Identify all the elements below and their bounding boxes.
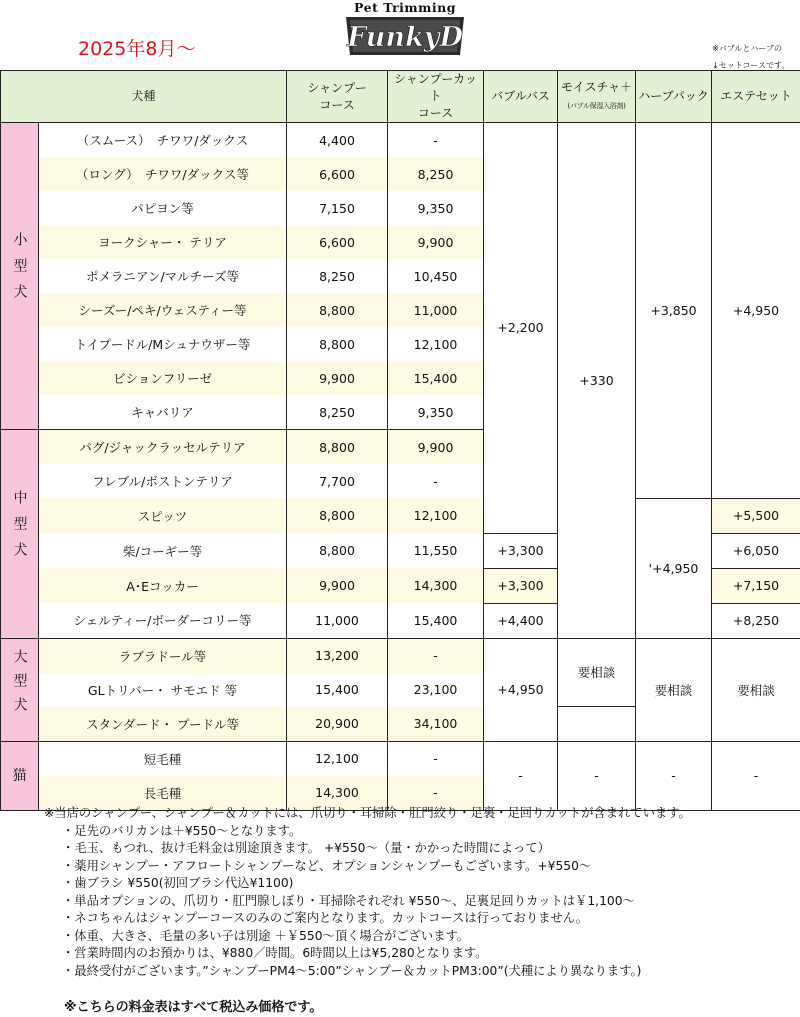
group-label: 中型犬 (11, 489, 28, 568)
cut-price: 34,100 (388, 707, 484, 742)
shampoo-price: 8,800 (287, 327, 388, 361)
header-herb: ハーブパック (636, 71, 712, 123)
shampoo-price: 9,900 (287, 568, 388, 603)
breed-cell: （ロング） チワワ/ダックス等 (39, 157, 287, 191)
cut-price: 11,000 (388, 293, 484, 327)
shampoo-price: 13,200 (287, 638, 388, 673)
table-row (1, 123, 800, 158)
header-cut (388, 71, 484, 123)
breed-cell: 長毛種 (39, 776, 287, 811)
moisture-price-large: 要相談 (558, 638, 636, 707)
breed-cell: ラブラドール等 (39, 638, 287, 673)
shampoo-price: 12,100 (287, 741, 388, 776)
breed-cell: フレブル/ボストンテリア (39, 464, 287, 498)
breed-cell: スタンダード・ プードル等 (39, 707, 287, 742)
tax-included-note: ※こちらの料金表はすべて税込み価格です。 (64, 1000, 323, 1015)
group-label: 大型犬 (11, 648, 28, 721)
header-shampoo-line2: コース (319, 97, 355, 112)
cut-price: - (388, 776, 484, 811)
table-row (1, 498, 800, 533)
cut-price: 15,400 (388, 603, 484, 638)
breed-cell: パグ/ジャックラッセルテリア (39, 430, 287, 465)
header-moisture-line2: (バブル保湿入浴剤) (567, 101, 626, 110)
shampoo-price: 20,900 (287, 707, 388, 742)
este-price-cat: - (712, 741, 800, 810)
shampoo-price: 6,600 (287, 157, 388, 191)
cut-price: 23,100 (388, 673, 484, 707)
cut-price: 9,900 (388, 225, 484, 259)
shampoo-price: 7,700 (287, 464, 388, 498)
breed-cell: シェルティー/ボーダーコリー等 (39, 603, 287, 638)
note-item: ・足先のバリカンは＋¥550～となります。 (62, 823, 302, 838)
header-moisture-line1: モイスチャ＋ (561, 79, 632, 94)
breed-cell: キャバリア (39, 395, 287, 430)
breed-cell: A･Eコッカー (39, 568, 287, 603)
group-large-dog (1, 638, 39, 741)
bubble-price-cocker: +3,300 (484, 568, 558, 603)
note-item: ・単品オプションの、爪切り・肛門腺しぼり・耳掃除それぞれ ¥550～、足裏足回りカットは￥1,100～ (62, 893, 635, 908)
set-course-note-line1: ※バブルとハーブの (712, 44, 782, 53)
herb-price-cat: - (636, 741, 712, 810)
logo-subtitle: Pet Trimming (354, 0, 456, 15)
cut-price: - (388, 123, 484, 158)
cut-price: 14,300 (388, 568, 484, 603)
price-effective-date: 2025年8月～ (78, 38, 196, 60)
breed-cell: ヨークシャー・ テリア (39, 225, 287, 259)
note-item: ・ネコちゃんはシャンプーコースのみのご案内となります。カットコースは行っておりません。 (62, 911, 589, 925)
group-label: 小型犬 (11, 232, 28, 310)
note-item: ・薬用シャンプー・アフロートシャンプーなど、オプションシャンプーもございます。+¥550～ (62, 858, 592, 873)
este-price-cocker: +7,150 (712, 568, 800, 603)
svg-text:FunkyD: FunkyD (347, 22, 463, 53)
group-small-dog (1, 123, 39, 430)
moisture-price: +330 (558, 123, 636, 639)
breed-cell: スピッツ (39, 498, 287, 533)
breed-cell: ビションフリーゼ (39, 361, 287, 395)
table-row (1, 741, 800, 776)
herb-price-large: 要相談 (636, 638, 712, 741)
cut-price: 11,550 (388, 533, 484, 568)
bubble-price-sheltie: +4,400 (484, 603, 558, 638)
cut-price: 9,350 (388, 395, 484, 430)
moisture-price-cat: - (558, 741, 636, 810)
group-label: 猫 (12, 767, 27, 784)
este-price-sheltie: +8,250 (712, 603, 800, 638)
breed-cell: ポメラニアン/マルチーズ等 (39, 259, 287, 293)
shampoo-price: 11,000 (287, 603, 388, 638)
herb-price: +3,850 (636, 123, 712, 499)
note-item: ・体重、大きさ、毛量の多い子は別途 ＋￥550～頂く場合がございます。 (62, 928, 470, 943)
cut-price: 10,450 (388, 259, 484, 293)
funkyd-logo-icon (342, 13, 468, 59)
shampoo-price: 8,800 (287, 498, 388, 533)
note-item: ・歯ブラシ ¥550(初回ブラシ代込¥1100) (62, 876, 294, 890)
bubble-price-cat: - (484, 741, 558, 810)
table-row (1, 638, 800, 673)
shampoo-price: 7,150 (287, 191, 388, 225)
shampoo-price: 8,250 (287, 395, 388, 430)
shop-logo (340, 0, 470, 66)
note-item: ・営業時間内のお預かりは、¥880／時間。6時間以上は¥5,280となります。 (62, 946, 488, 960)
shampoo-price: 9,900 (287, 361, 388, 395)
shampoo-price: 6,600 (287, 225, 388, 259)
este-price: +4,950 (712, 123, 800, 499)
bubble-price-corgi: +3,300 (484, 533, 558, 568)
set-course-note-line2: ↓セットコースです。 (712, 61, 790, 70)
este-price-corgi: +6,050 (712, 533, 800, 568)
cut-price: 9,900 (388, 430, 484, 465)
header-moisture (558, 71, 636, 123)
cut-price: 15,400 (388, 361, 484, 395)
header-shampoo (287, 71, 388, 123)
table-header-row (1, 71, 800, 123)
breed-cell: （スムース） チワワ/ダックス (39, 123, 287, 158)
header-bubble: バブルバス (484, 71, 558, 123)
price-table (0, 70, 800, 811)
header-shampoo-line1: シャンプー (307, 80, 367, 95)
breed-cell: パピヨン等 (39, 191, 287, 225)
header-cut-line2: コース (417, 106, 454, 120)
breed-cell: 柴/コーギー等 (39, 533, 287, 568)
shampoo-price: 8,250 (287, 259, 388, 293)
cut-price: 9,350 (388, 191, 484, 225)
breed-cell: トイプードル/Mシュナウザー等 (39, 327, 287, 361)
header-breed: 犬種 (1, 71, 287, 123)
shampoo-price: 14,300 (287, 776, 388, 811)
este-price-large: 要相談 (712, 638, 800, 741)
cut-price: - (388, 464, 484, 498)
notes-section (44, 805, 792, 980)
header-cut-line1: シャンプーカット (393, 72, 478, 103)
shampoo-price: 15,400 (287, 673, 388, 707)
note-item: ・最終受付がございます。”シャンプーPM4～5:00”シャンプー＆カットPM3:00”(犬種により異なります。) (62, 963, 642, 978)
bubble-price-small: +2,200 (484, 123, 558, 534)
breed-cell: 短毛種 (39, 741, 287, 776)
herb-price-medium: '+4,950 (636, 498, 712, 638)
set-course-note (712, 40, 800, 74)
note-item: ・毛玉、もつれ、抜け毛料金は別途頂きます。 +¥550～（量・かかった時間によって） (62, 841, 550, 855)
breed-cell: GLトリバー・ サモエド 等 (39, 673, 287, 707)
shampoo-price: 4,400 (287, 123, 388, 158)
breed-cell: シーズー/ペキ/ウェスティー等 (39, 293, 287, 327)
group-cat (1, 741, 39, 810)
header-este: エステセット (712, 71, 800, 123)
cut-price: 12,100 (388, 498, 484, 533)
cut-price: - (388, 741, 484, 776)
notes-lead: ※当店のシャンプー、シャンプー＆カットには、爪切り・耳掃除・肛門絞り・足裏・足回りカットが含まれています。 (44, 806, 691, 820)
cut-price: 8,250 (388, 157, 484, 191)
cut-price: - (388, 638, 484, 673)
cut-price: 12,100 (388, 327, 484, 361)
bubble-price-large: +4,950 (484, 638, 558, 741)
group-medium-dog (1, 430, 39, 639)
shampoo-price: 8,800 (287, 293, 388, 327)
shampoo-price: 8,800 (287, 533, 388, 568)
shampoo-price: 8,800 (287, 430, 388, 465)
este-price-spitz: +5,500 (712, 498, 800, 533)
